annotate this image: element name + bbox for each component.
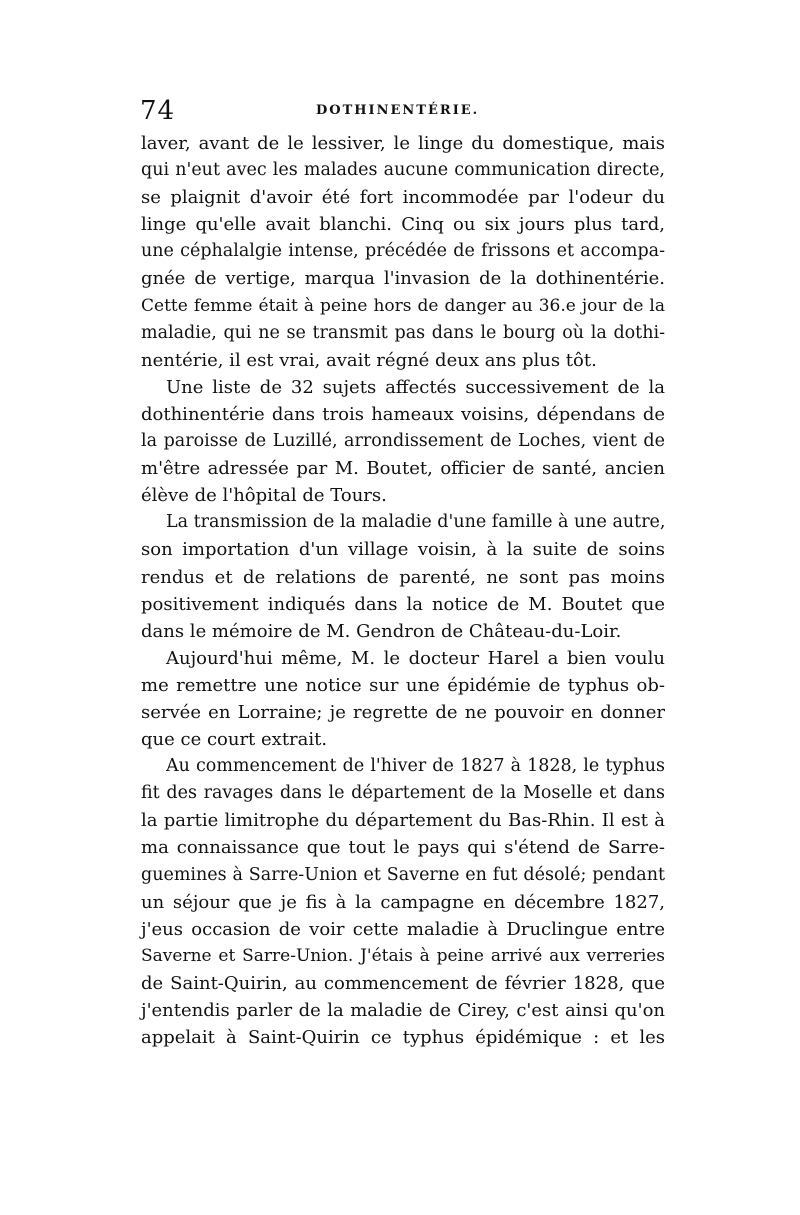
page-number: 74	[140, 96, 176, 126]
text-line: la paroisse de Luzillé, arrondissement de Loches, vient de	[141, 431, 665, 452]
page-header	[140, 96, 660, 126]
text-line: guemines à Sarre-Union et Saverne en fut désolé; pendant	[141, 864, 665, 885]
text-line: rendus et de relations de parenté, ne sont pas moins	[141, 566, 665, 588]
paragraph	[141, 374, 665, 509]
text-line: me remettre une notice sur une épidémie de typhus ob-	[141, 674, 665, 696]
text-line: dothinentérie dans trois hameaux voisins, dépendans de	[141, 403, 665, 425]
text-line: fit des ravages dans le département de la Moselle et dans	[141, 783, 665, 804]
text-line: que ce court extrait.	[141, 729, 328, 751]
text-line: appelait à Saint-Quirin ce typhus épidémique : et les	[141, 1027, 665, 1049]
paragraph	[141, 509, 665, 644]
text-line: dans le mémoire de M. Gendron de Château-du-Loir.	[141, 620, 622, 642]
text-line: m'être adressée par M. Boutet, officier de santé, ancien	[141, 458, 665, 480]
text-line: de Saint-Quirin, au commencement de février 1828, que	[141, 972, 665, 994]
text-line: Une liste de 32 sujets affectés successivement de la	[166, 376, 665, 398]
text-line: son importation d'un village voisin, à la suite de soins	[141, 539, 665, 561]
text-line: une céphalalgie intense, précédée de frissons et accompa-	[141, 241, 665, 262]
text-line: ma connaissance que tout le pays qui s'étend de Sarre-	[141, 837, 665, 859]
text-line: Saverne et Sarre-Union. J'étais à peine arrivé aux verreries	[141, 945, 665, 966]
text-line: gnée de vertige, marqua l'invasion de la dothinentérie.	[141, 268, 665, 290]
text-line: La transmission de la maladie d'une famille à une autre,	[166, 512, 666, 533]
text-line: positivement indiqués dans la notice de M. Boutet que	[141, 593, 665, 615]
text-line: maladie, qui ne se transmit pas dans le bourg où la dothi-	[141, 322, 665, 343]
text-line: laver, avant de le lessiver, le linge du domestique, mais	[141, 133, 665, 154]
text-line: j'entendis parler de la maladie de Cirey, c'est ainsi qu'on	[141, 1000, 665, 1021]
body-text	[141, 130, 665, 1051]
text-line: j'eus occasion de voir cette maladie à Druclingue entre	[141, 918, 665, 940]
paragraph	[141, 130, 665, 374]
text-line: Aujourd'hui même, M. le docteur Harel a bien voulu	[166, 647, 665, 669]
text-line: qui n'eut avec les malades aucune communication directe,	[141, 160, 665, 181]
text-line: la partie limitrophe du département du Bas-Rhin. Il est à	[141, 810, 665, 832]
text-line: élève de l'hôpital de Tours.	[141, 485, 387, 507]
text-line: Au commencement de l'hiver de 1827 à 1828, le typhus	[166, 756, 665, 777]
text-line: Cette femme était à peine hors de danger au 36.e jour de la	[141, 295, 665, 316]
text-line: servée en Lorraine; je regrette de ne pouvoir en donner	[141, 701, 665, 723]
paragraph	[141, 645, 665, 753]
text-line: nentérie, il est vrai, avait régné deux ans plus tôt.	[141, 349, 597, 371]
text-line: un séjour que je fis à la campagne en décembre 1827,	[141, 891, 665, 913]
text-line: se plaignit d'avoir été fort incommodée par l'odeur du	[141, 187, 665, 209]
running-title: DOTHINENTÉRIE.	[316, 103, 480, 118]
text-line: linge qu'elle avait blanchi. Cinq ou six jours plus tard,	[141, 214, 665, 236]
paragraph	[141, 753, 665, 1051]
